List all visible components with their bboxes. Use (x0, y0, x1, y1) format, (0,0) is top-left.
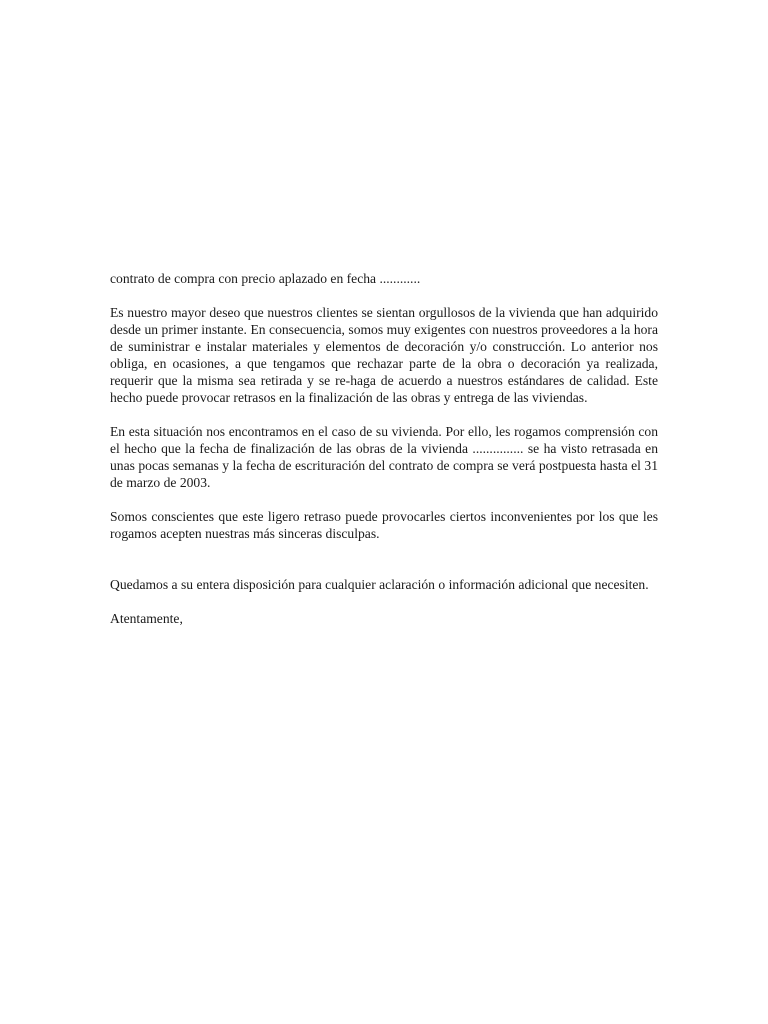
paragraph-apology: Somos conscientes que este ligero retraso puede provocarles ciertos inconvenientes por los que les rogamos acepten nuestras más sinceras disculpas. (110, 509, 658, 541)
paragraph-delay-notice: En esta situación nos encontramos en el caso de su vivienda. Por ello, les rogamos comprensión con el hecho que la fecha de finalización de las obras de la vivienda ............... se ha visto retrasada en unas pocas semanas y la fecha de escrituración del contrato de compra se verá postpuesta hasta el 31 de marzo de 2003. (110, 424, 658, 490)
paragraph-availability: Quedamos a su entera disposición para cualquier aclaración o información adicional que necesiten. (110, 577, 649, 592)
reference-line: contrato de compra con precio aplazado en fecha ............ (110, 271, 421, 286)
closing-salutation: Atentamente, (110, 611, 183, 626)
letter-body (110, 270, 658, 627)
paragraph-customer-satisfaction: Es nuestro mayor deseo que nuestros clientes se sientan orgullosos de la vivienda que han adquirido desde un primer instante. En consecuencia, somos muy exigentes con nuestros proveedores a la hora de suministrar e instalar materiales y elementos de decoración y/o construcción. Lo anterior nos obliga, en ocasiones, a que tengamos que rechazar parte de la obra o decoración ya realizada, requerir que la misma sea retirada y se re-haga de acuerdo a nuestros estándares de calidad. Este hecho puede provocar retrasos en la finalización de las obras y entrega de las viviendas. (110, 305, 658, 405)
